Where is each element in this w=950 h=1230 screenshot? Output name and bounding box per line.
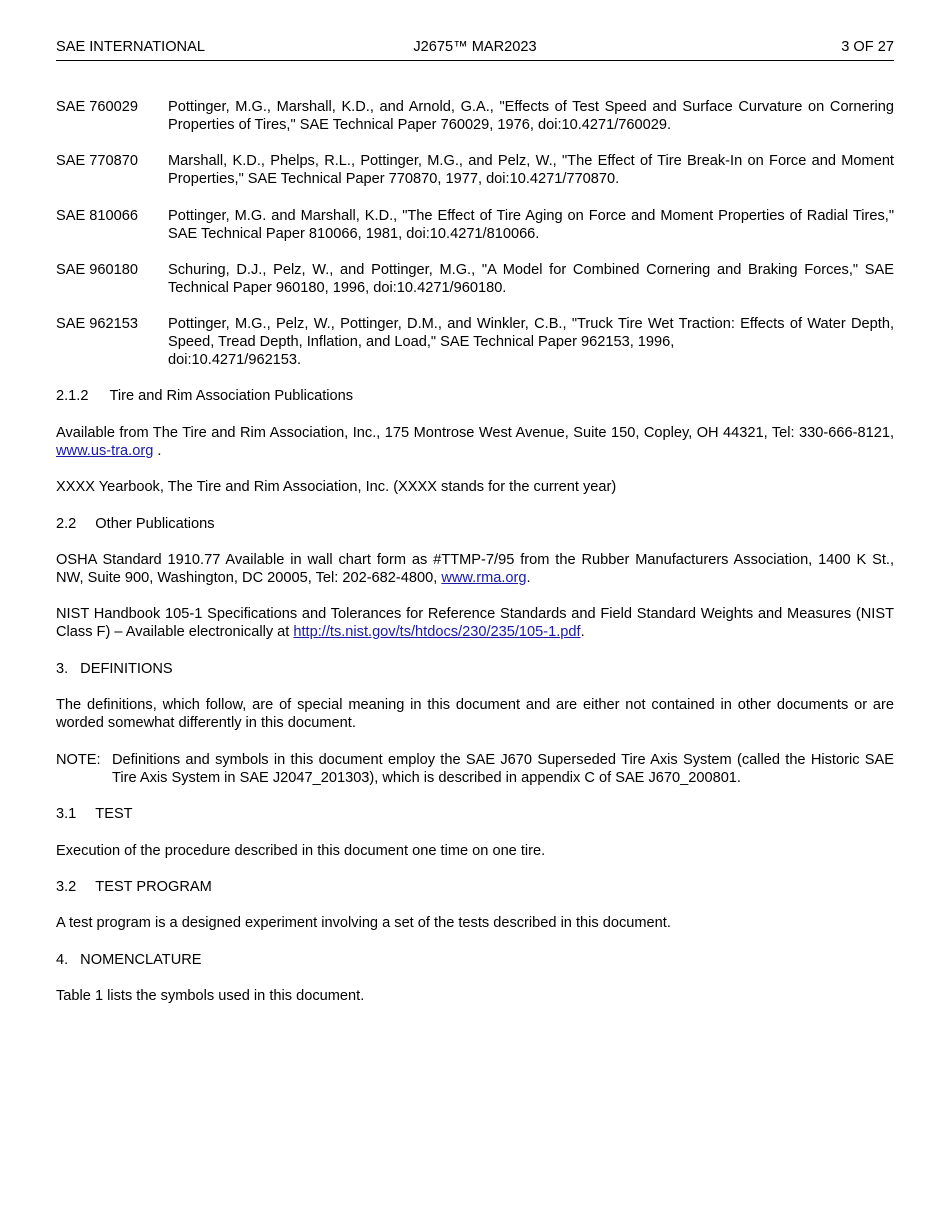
note-text: Definitions and symbols in this document employ the SAE J670 Superseded Tire Axis System (called the Historic SAE Tire Axis System in SAE J2047_201303), which is described in appendix C of SAE J670_200801. <box>112 752 894 786</box>
page-header <box>56 38 894 61</box>
section-title: TEST <box>95 806 133 822</box>
section-heading-3-2 <box>56 878 894 896</box>
section-number: 3.2 <box>56 879 77 895</box>
reference-text: Schuring, D.J., Pelz, W., and Pottinger, M.G., "A Model for Combined Cornering and Braking Forces," SAE Technical Paper 960180, 1996, doi:10.4271/960180. <box>168 262 894 296</box>
yearbook-paragraph: XXXX Yearbook, The Tire and Rim Association, Inc. (XXXX stands for the current year) <box>56 479 617 495</box>
osha-paragraph: OSHA Standard 1910.77 Available in wall chart form as #TTMP-7/95 from the Rubber Manufacturers Association, 1400 K St., NW, Suite 900, Washington, DC 20005, Tel: 202-682-4800, www.rma.org. <box>56 552 894 586</box>
reference-entry <box>56 207 894 243</box>
reference-text: Pottinger, M.G., Marshall, K.D., and Arnold, G.A., "Effects of Test Speed and Surface Curvature on Cornering Properties of Tires," SAE Technical Paper 760029, 1976, doi:10.4271/760029. <box>168 99 894 133</box>
section-title: Tire and Rim Association Publications <box>109 388 354 404</box>
definitions-intro: The definitions, which follow, are of special meaning in this document and are either not contained in other documents or are worded somewhat differently in this document. <box>56 697 894 731</box>
reference-text <box>168 315 894 369</box>
reference-text-line: doi:10.4271/962153. <box>168 352 302 368</box>
section-heading-3 <box>56 660 894 678</box>
section-title: Other Publications <box>95 516 215 532</box>
section-title: DEFINITIONS <box>80 661 173 677</box>
nist-link[interactable]: http://ts.nist.gov/ts/htdocs/230/235/105-1.pdf <box>293 624 581 640</box>
header-organization: SAE INTERNATIONAL <box>56 39 205 55</box>
reference-text: Marshall, K.D., Phelps, R.L., Pottinger, M.G., and Pelz, W., "The Effect of Tire Break-In on Force and Moment Properties," SAE Technical Paper 770870, 1977, doi:10.4271/770870. <box>168 153 894 187</box>
section-title: TEST PROGRAM <box>95 879 212 895</box>
reference-entry <box>56 261 894 297</box>
section-number: 2.1.2 <box>56 388 89 404</box>
reference-id: SAE 770870 <box>56 153 138 169</box>
tra-link[interactable]: www.us-tra.org <box>56 443 154 459</box>
section-number: 2.2 <box>56 516 77 532</box>
reference-text: Pottinger, M.G. and Marshall, K.D., "The Effect of Tire Aging on Force and Moment Properties of Radial Tires," SAE Technical Paper 810066, 1981, doi:10.4271/810066. <box>168 208 894 242</box>
section-title: NOMENCLATURE <box>80 952 202 968</box>
section-number: 4. <box>56 952 69 968</box>
reference-entry <box>56 98 894 134</box>
section-number: 3.1 <box>56 806 77 822</box>
reference-id: SAE 962153 <box>56 316 138 332</box>
reference-entry <box>56 152 894 188</box>
reference-text-line: Pottinger, M.G., Pelz, W., Pottinger, D.M., and Winkler, C.B., "Truck Tire Wet Traction: Effects of Water Depth, Speed, Tread Depth, Inflation, and Load," SAE Technical Paper 962153, 1996, <box>168 316 894 350</box>
section-heading-2-2 <box>56 515 894 533</box>
note-label: NOTE: <box>56 752 101 768</box>
section-heading-2-1-2 <box>56 387 894 405</box>
reference-entry <box>56 315 894 369</box>
nomenclature-intro: Table 1 lists the symbols used in this document. <box>56 988 365 1004</box>
header-page-number: 3 OF 27 <box>841 39 894 55</box>
section-heading-3-1 <box>56 805 894 823</box>
test-definition: Execution of the procedure described in this document one time on one tire. <box>56 843 546 859</box>
tra-paragraph: Available from The Tire and Rim Association, Inc., 175 Montrose West Avenue, Suite 150, Copley, OH 44321, Tel: 330-666-8121, www.us-tra.org . <box>56 425 894 459</box>
nist-paragraph: NIST Handbook 105-1 Specifications and Tolerances for Reference Standards and Field Standard Weights and Measures (NIST Class F) – Available electronically at http://ts.nist.gov/ts/htdocs/230/235/105-1.pdf. <box>56 606 894 640</box>
reference-id: SAE 810066 <box>56 208 138 224</box>
header-document-id: J2675™ MAR2023 <box>413 39 537 55</box>
reference-id: SAE 760029 <box>56 99 138 115</box>
test-program-definition: A test program is a designed experiment involving a set of the tests described in this document. <box>56 915 671 931</box>
reference-id: SAE 960180 <box>56 262 138 278</box>
note-block <box>56 751 894 787</box>
section-number: 3. <box>56 661 69 677</box>
section-heading-4 <box>56 951 894 969</box>
rma-link[interactable]: www.rma.org <box>441 570 527 586</box>
